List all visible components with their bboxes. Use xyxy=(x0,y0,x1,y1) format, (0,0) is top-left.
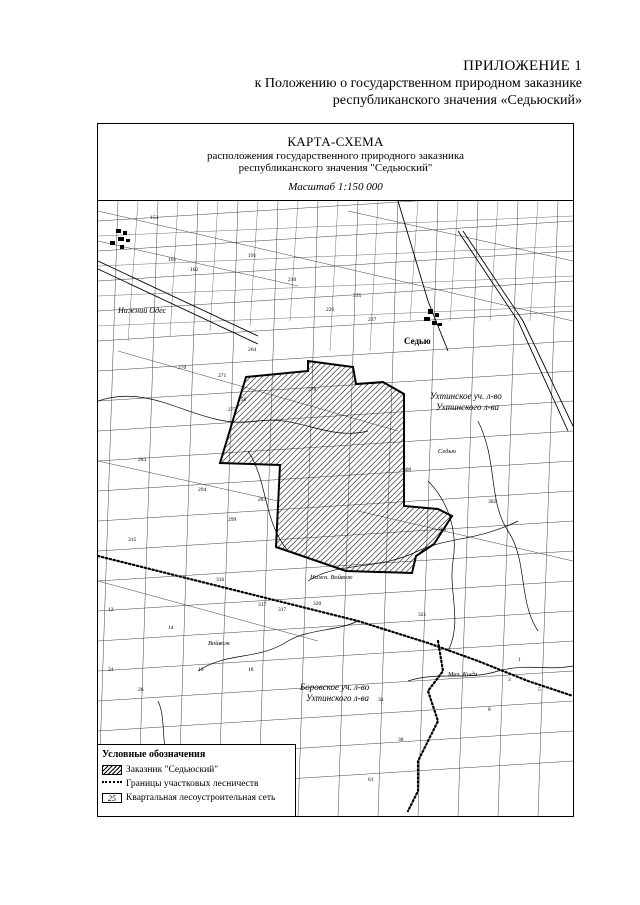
quarter-number: 18 xyxy=(248,667,254,673)
forestry-label-ukhta-3: Ухтинского л-ва xyxy=(306,693,369,703)
quarter-number: 270 xyxy=(178,365,187,371)
quarter-number: 226 xyxy=(326,307,335,313)
quarter-number: 24 xyxy=(108,667,114,673)
quarter-number: 321 xyxy=(418,612,427,618)
quarter-number: 1 xyxy=(518,657,521,663)
quarter-number: 14 xyxy=(168,625,174,631)
legend-label-boundary: Границы участковых лесничеств xyxy=(126,779,259,789)
settlement-label-1: Нижний Одес xyxy=(118,306,167,315)
appendix-line-1: к Положению о государственном природном заказнике xyxy=(254,76,582,91)
quarter-number: 61 xyxy=(368,777,374,783)
forestry-label-ukhta-2: Ухтинского л-ва xyxy=(436,402,499,412)
quarter-number: 317 xyxy=(258,602,267,608)
map-title-line-2: республиканского значения "Седьюский" xyxy=(238,162,433,174)
quarter-number: 275 xyxy=(228,407,237,413)
appendix-header xyxy=(255,58,582,109)
map-canvas xyxy=(98,201,573,817)
quarter-number: 287 xyxy=(258,497,267,503)
quarter-number: 162 xyxy=(190,267,199,273)
quarter-number: 153 xyxy=(150,215,159,221)
quarter-number: 3 xyxy=(508,677,511,683)
quarter-number: 283 xyxy=(138,457,147,463)
quarter-box-icon: 25 xyxy=(102,793,122,803)
river-label-4: Войвож xyxy=(208,640,231,647)
quarter-number: 317 xyxy=(278,607,287,613)
quarter-number: 271 xyxy=(218,373,227,379)
quarter-number: 235 xyxy=(353,293,362,299)
quarter-number: 161 xyxy=(168,257,177,263)
forestry-label-borovskoe: Боровское уч. л-во xyxy=(300,682,370,692)
map-frame xyxy=(97,123,574,817)
legend xyxy=(98,744,296,816)
hatch-swatch-icon xyxy=(102,765,122,775)
quarter-number: 258 xyxy=(238,397,247,403)
legend-title: Условные обозначения xyxy=(102,749,206,760)
quarter-number: 278 xyxy=(308,387,317,393)
quarter-number: 34 xyxy=(378,697,384,703)
map-heading: КАРТА-СХЕМА xyxy=(287,134,384,149)
river-label-3: Седью xyxy=(438,448,456,455)
quarter-number: 12 xyxy=(108,607,114,613)
quarter-number: 294 xyxy=(198,487,207,493)
legend-item-grid xyxy=(102,791,295,805)
quarter-number: 306 xyxy=(438,527,447,533)
legend-item-reserve xyxy=(102,763,295,777)
quarter-number: 302 xyxy=(488,499,497,505)
settlement-label-2: Седью xyxy=(404,336,431,346)
quarter-number: 5 xyxy=(538,687,541,693)
map-scale: Масштаб 1:150 000 xyxy=(288,181,383,193)
legend-label-grid: Квартальная лесоустроительная сеть xyxy=(126,793,276,803)
quarter-number: 191 xyxy=(248,253,257,259)
quarter-number: 16 xyxy=(198,667,204,673)
quarter-number: 320 xyxy=(313,601,322,607)
quarter-number: 237 xyxy=(368,317,377,323)
quarter-number: 300 xyxy=(403,467,412,473)
quarter-number: 8 xyxy=(488,707,491,713)
quarter-number: 38 xyxy=(398,737,404,743)
legend-item-boundary xyxy=(102,777,295,791)
river-label-2: Мал. Кыдз xyxy=(448,671,478,678)
quarter-number: 26 xyxy=(138,687,144,693)
river-label-1: Нижн. Войвож xyxy=(310,574,353,581)
quarter-number: 299 xyxy=(228,517,237,523)
quarter-grid-north xyxy=(98,201,573,351)
appendix-line-2: республиканского значения «Седьюский» xyxy=(332,93,582,108)
quarter-number: 315 xyxy=(128,537,137,543)
quarter-number: 316 xyxy=(216,577,225,583)
map-title-line-1: расположения государственного природного заказника xyxy=(206,150,465,162)
forestry-label-ukhta-1: Ухтинское уч. л-во xyxy=(430,391,502,401)
legend-label-reserve: Заказник "Седьюский" xyxy=(126,765,219,775)
settlement-north-west xyxy=(110,229,130,249)
quarter-number: 264 xyxy=(248,347,257,353)
map-title-box xyxy=(98,124,573,201)
appendix-title: ПРИЛОЖЕНИЕ 1 xyxy=(463,58,582,74)
quarter-number: 210 xyxy=(288,277,297,283)
dotted-line-icon xyxy=(102,781,122,787)
